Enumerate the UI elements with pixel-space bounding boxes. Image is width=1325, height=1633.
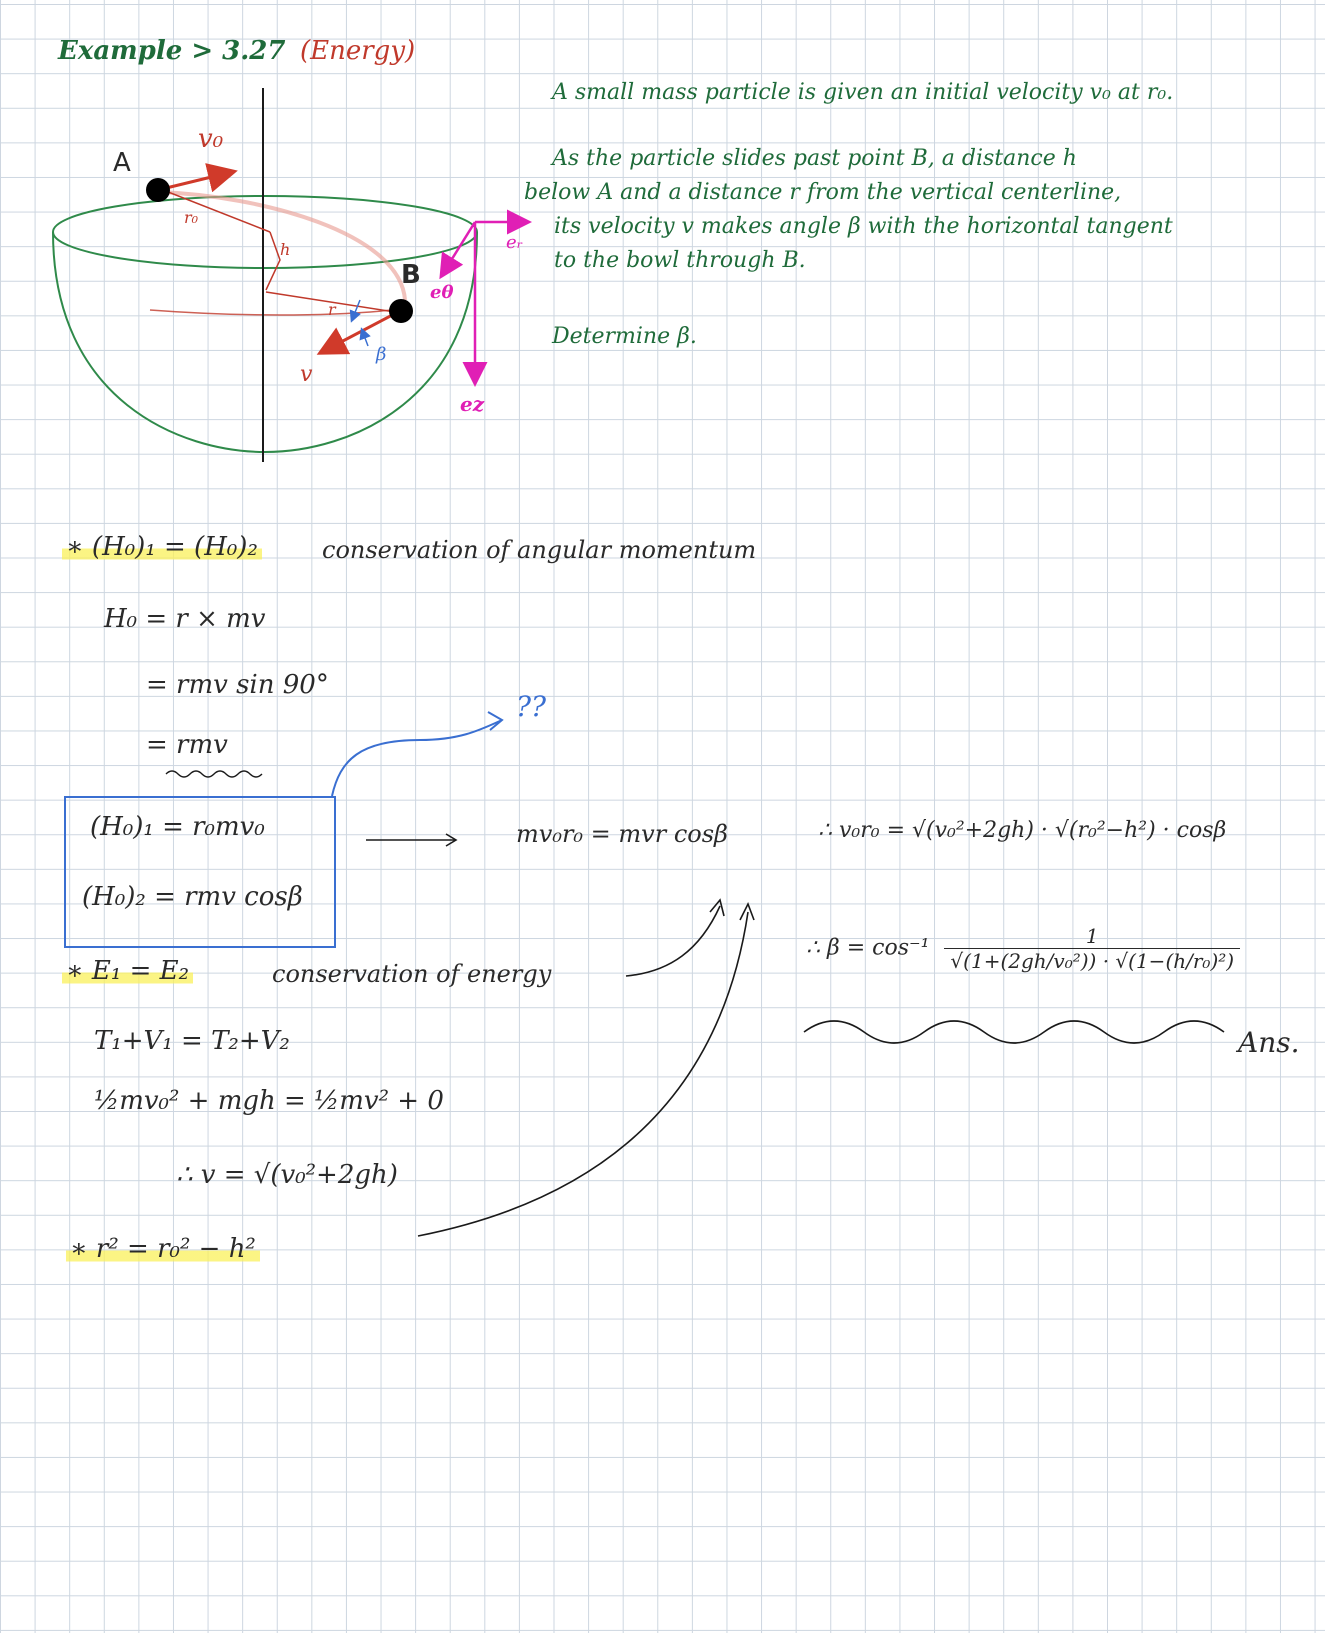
topic-label: (Energy) <box>300 36 416 66</box>
result-equation-2 <box>806 924 1240 973</box>
inner-path <box>150 308 410 315</box>
step3-header: ∗ r² = r₀² − h² <box>66 1234 260 1264</box>
particle-b <box>389 299 413 323</box>
momentum-equation: mv₀r₀ = mvr cosβ <box>516 820 728 848</box>
result-equation-1: ∴ v₀r₀ = √(v₀²+2gh) · √(r₀²−h²) · cosβ <box>818 818 1227 843</box>
etheta-arrow <box>442 222 475 275</box>
label-point-a: A <box>113 148 131 178</box>
beta-tick-1 <box>352 300 360 320</box>
problem-line-5: to the bowl through B. <box>554 248 806 273</box>
step2-header: ∗ E₁ = E₂ <box>62 956 193 986</box>
arrow-from-rmv <box>332 720 502 796</box>
box-line-1: (H₀)₁ = r₀mv₀ <box>90 812 265 842</box>
problem-line-2: As the particle slides past point B, a distance h <box>552 146 1077 171</box>
rmv-squiggle <box>166 771 262 777</box>
r0-line <box>158 188 270 232</box>
h-indicator <box>266 232 280 290</box>
box-line-2: (H₀)₂ = rmv cosβ <box>82 882 303 912</box>
arrow-energy <box>626 906 720 976</box>
result-2-numerator: 1 <box>944 924 1240 949</box>
step2-label: conservation of energy <box>272 960 552 988</box>
step1-label: conservation of angular momentum <box>322 536 757 564</box>
result-2-denominator: √(1+(2gh/v₀²)) · √(1−(h/r₀)²) <box>950 949 1235 973</box>
beta-tick-2 <box>362 330 368 346</box>
example-label: Example > 3.27 <box>58 36 286 66</box>
label-point-b: B <box>401 260 421 290</box>
problem-line-1: A small mass particle is given an initial velocity v₀ at r₀. <box>552 80 1174 105</box>
label-v: v <box>300 362 313 387</box>
label-etheta: eθ <box>430 282 454 303</box>
answer-label: Ans. <box>1238 1026 1300 1059</box>
arrow-rmv-head <box>488 712 502 730</box>
h0-line-3: = rmv <box>146 730 228 760</box>
result-2-prefix: ∴ β = cos⁻¹ <box>806 935 930 961</box>
label-h: h <box>280 240 291 259</box>
problem-line-4: its velocity v makes angle β with the horizontal tangent <box>554 214 1173 239</box>
energy-equation-2: ½mv₀² + mgh = ½mv² + 0 <box>94 1086 444 1116</box>
energy-equation-1: T₁+V₁ = T₂+V₂ <box>94 1026 290 1056</box>
label-r: r <box>328 300 336 319</box>
h0-definition: H₀ = r × mv <box>104 604 266 634</box>
label-r0: r₀ <box>184 208 199 227</box>
step1-header: ∗ (H₀)₁ = (H₀)₂ <box>62 532 262 562</box>
energy-equation-3: ∴ v = √(v₀²+2gh) <box>176 1160 398 1190</box>
label-ez: ez <box>460 392 485 416</box>
particle-a <box>146 178 170 202</box>
question-marks: ?? <box>516 690 547 723</box>
result-2-fraction <box>944 924 1240 973</box>
h0-line-2: = rmv sin 90° <box>146 670 329 700</box>
problem-line-3: below A and a distance r from the vertical centerline, <box>524 180 1122 205</box>
label-v0: v₀ <box>198 124 224 154</box>
answer-squiggle <box>804 1021 1224 1043</box>
label-beta: β <box>376 344 387 365</box>
problem-line-6: Determine β. <box>552 324 697 349</box>
label-er: eᵣ <box>506 232 523 253</box>
